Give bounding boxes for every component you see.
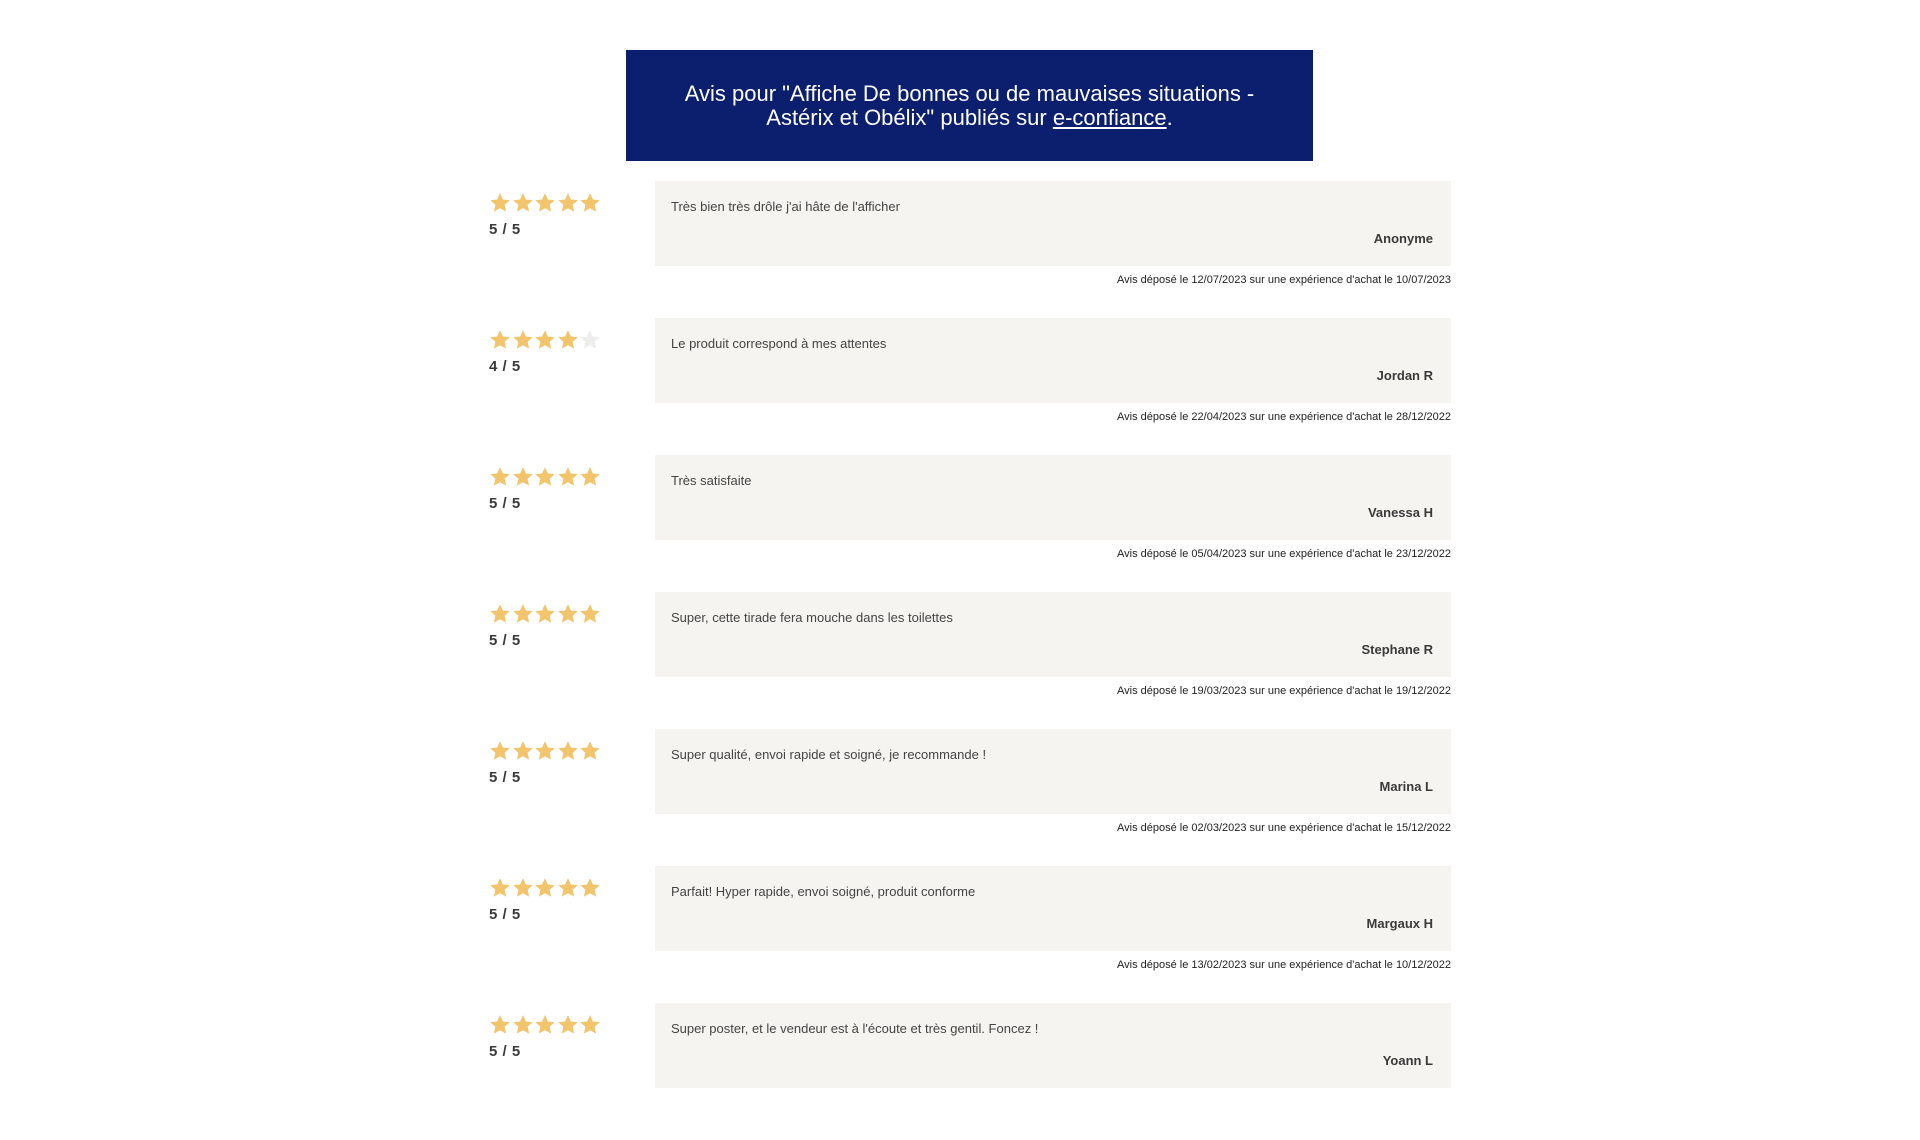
review-author: Vanessa H xyxy=(1367,505,1433,520)
star-filled-icon xyxy=(579,192,602,214)
star-filled-icon xyxy=(579,877,602,899)
review-text: Le produit correspond à mes attentes xyxy=(671,336,887,351)
star-rating xyxy=(489,1014,639,1040)
review-author: Margaux H xyxy=(1366,916,1433,931)
star-filled-icon xyxy=(534,192,557,214)
review-date-info: Avis déposé le 13/02/2023 sur une expérience d'achat le 10/12/2022 xyxy=(1117,959,1451,971)
review-card xyxy=(655,1003,1451,1088)
star-filled-icon xyxy=(512,329,535,351)
star-filled-icon xyxy=(579,603,602,625)
reviews-list xyxy=(489,181,1451,1140)
review-date-info: Avis déposé le 19/03/2023 sur une expérience d'achat le 19/12/2022 xyxy=(1117,685,1451,697)
star-rating xyxy=(489,740,639,766)
review-item xyxy=(489,592,1451,729)
star-filled-icon xyxy=(557,877,580,899)
review-score: 4 / 5 xyxy=(489,358,521,375)
review-author: Yoann L xyxy=(1382,1053,1433,1068)
star-filled-icon xyxy=(557,466,580,488)
review-rating xyxy=(489,455,639,512)
review-author: Anonyme xyxy=(1373,231,1433,246)
star-filled-icon xyxy=(579,740,602,762)
star-filled-icon xyxy=(579,466,602,488)
star-rating xyxy=(489,877,639,903)
review-card xyxy=(655,455,1451,540)
star-filled-icon xyxy=(489,740,512,762)
star-empty-icon xyxy=(579,329,602,351)
review-score: 5 / 5 xyxy=(489,632,521,649)
review-date-info: Avis déposé le 12/07/2023 sur une expérience d'achat le 10/07/2023 xyxy=(1117,274,1451,286)
star-filled-icon xyxy=(512,603,535,625)
review-author: Jordan R xyxy=(1376,368,1433,383)
review-text: Super poster, et le vendeur est à l'écoute et très gentil. Foncez ! xyxy=(671,1021,1039,1036)
star-filled-icon xyxy=(557,192,580,214)
review-item xyxy=(489,866,1451,1003)
star-rating xyxy=(489,329,639,355)
star-filled-icon xyxy=(534,603,557,625)
star-filled-icon xyxy=(489,877,512,899)
review-card xyxy=(655,729,1451,814)
star-filled-icon xyxy=(512,192,535,214)
review-rating xyxy=(489,592,639,649)
e-confiance-link[interactable]: e-confiance xyxy=(1052,104,1167,130)
review-item xyxy=(489,318,1451,455)
review-text: Parfait! Hyper rapide, envoi soigné, produit conforme xyxy=(671,884,976,899)
star-filled-icon xyxy=(534,1014,557,1036)
review-rating xyxy=(489,729,639,786)
star-filled-icon xyxy=(489,192,512,214)
header-text: Avis pour "Affiche De bonnes ou de mauvaises situations - Astérix et Obélix" publiés sur xyxy=(684,80,1255,130)
review-card xyxy=(655,866,1451,951)
star-filled-icon xyxy=(534,329,557,351)
review-card xyxy=(655,318,1451,403)
star-filled-icon xyxy=(489,329,512,351)
reviews-header-title xyxy=(666,82,1273,130)
star-filled-icon xyxy=(489,603,512,625)
star-filled-icon xyxy=(534,877,557,899)
review-score: 5 / 5 xyxy=(489,769,521,786)
star-filled-icon xyxy=(489,466,512,488)
star-filled-icon xyxy=(579,1014,602,1036)
review-rating xyxy=(489,1003,639,1060)
review-score: 5 / 5 xyxy=(489,906,521,923)
star-filled-icon xyxy=(557,329,580,351)
reviews-header-banner xyxy=(626,50,1313,161)
review-item xyxy=(489,729,1451,866)
review-text: Super, cette tirade fera mouche dans les toilettes xyxy=(671,610,953,625)
star-filled-icon xyxy=(512,466,535,488)
star-filled-icon xyxy=(534,466,557,488)
star-rating xyxy=(489,192,639,218)
review-text: Très bien très drôle j'ai hâte de l'afficher xyxy=(671,199,900,214)
star-filled-icon xyxy=(489,1014,512,1036)
review-author: Marina L xyxy=(1379,779,1433,794)
review-rating xyxy=(489,181,639,238)
star-filled-icon xyxy=(512,740,535,762)
review-date-info: Avis déposé le 05/04/2023 sur une expérience d'achat le 23/12/2022 xyxy=(1117,548,1451,560)
review-text: Super qualité, envoi rapide et soigné, je recommande ! xyxy=(671,747,987,762)
header-text-end: . xyxy=(1166,104,1173,130)
review-item xyxy=(489,181,1451,318)
review-score: 5 / 5 xyxy=(489,221,521,238)
star-filled-icon xyxy=(512,877,535,899)
star-rating xyxy=(489,466,639,492)
review-rating xyxy=(489,866,639,923)
review-date-info: Avis déposé le 22/04/2023 sur une expérience d'achat le 28/12/2022 xyxy=(1117,411,1451,423)
review-item xyxy=(489,1003,1451,1140)
star-rating xyxy=(489,603,639,629)
star-filled-icon xyxy=(557,603,580,625)
review-date-info: Avis déposé le 02/03/2023 sur une expérience d'achat le 15/12/2022 xyxy=(1117,822,1451,834)
star-filled-icon xyxy=(512,1014,535,1036)
review-score: 5 / 5 xyxy=(489,495,521,512)
review-item xyxy=(489,455,1451,592)
star-filled-icon xyxy=(557,740,580,762)
star-filled-icon xyxy=(557,1014,580,1036)
review-author: Stephane R xyxy=(1361,642,1433,657)
review-text: Très satisfaite xyxy=(671,473,752,488)
review-score: 5 / 5 xyxy=(489,1043,521,1060)
star-filled-icon xyxy=(534,740,557,762)
review-card xyxy=(655,592,1451,677)
review-card xyxy=(655,181,1451,266)
review-rating xyxy=(489,318,639,375)
